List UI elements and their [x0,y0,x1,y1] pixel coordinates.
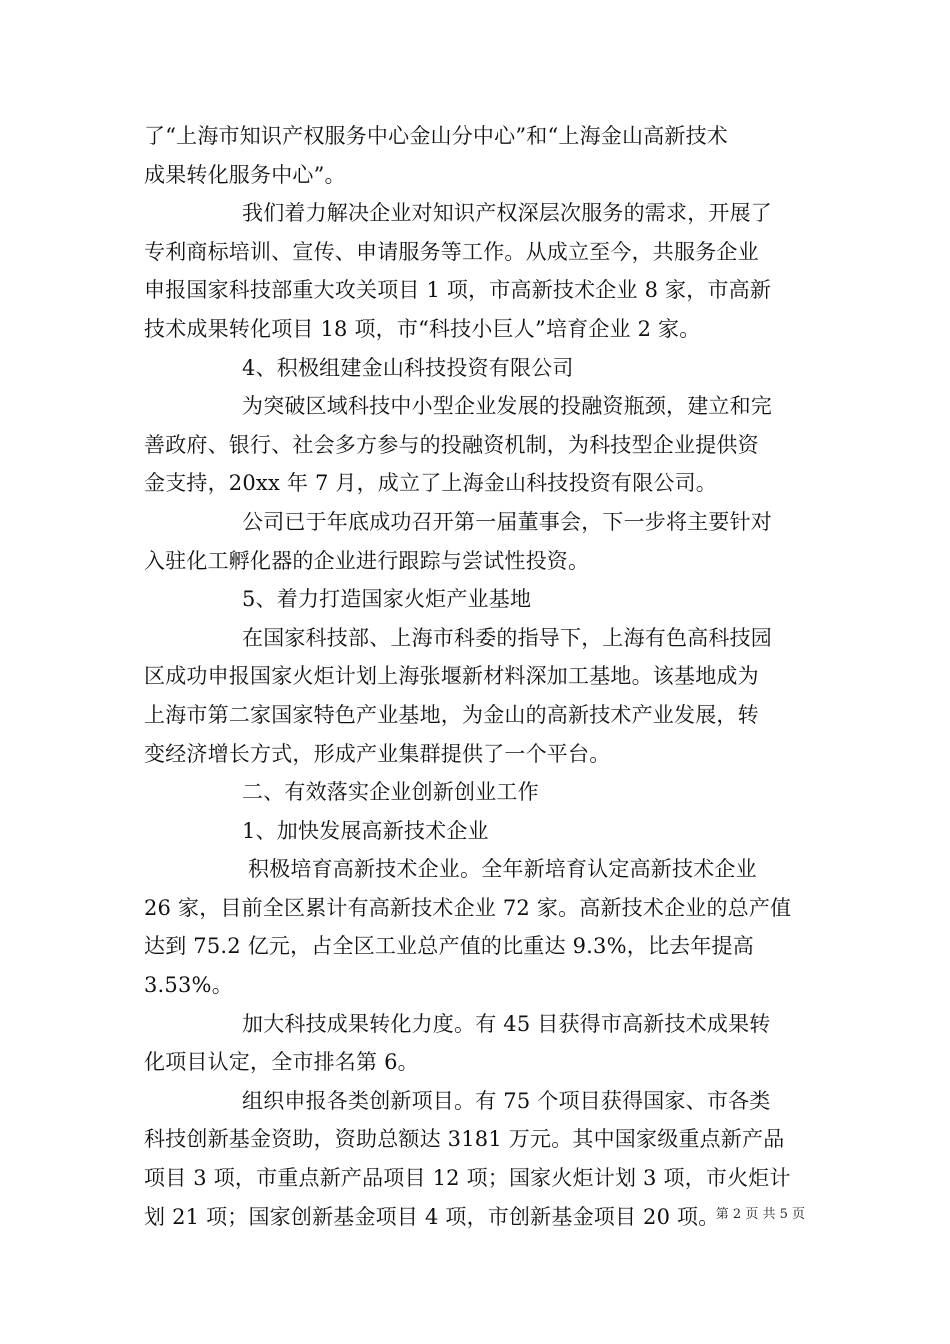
paragraph-start: 为突破区域科技中小型企业发展的投融资瓶颈，建立和完 [242,394,772,419]
section-heading: 5、着力打造国家火炬产业基地 [242,587,532,612]
text-line: 金支持，20xx 年 7 月，成立了上海金山科技投资有限公司。 [144,471,717,496]
text-line: 26 家，目前全区累计有高新技术企业 72 家。高新技术企业的总产值 [144,895,792,920]
chapter-heading: 二、有效落实企业创新创业工作 [242,780,539,805]
text-line: 变经济增长方式，形成产业集群提供了一个平台。 [144,741,611,766]
section-heading: 4、积极组建金山科技投资有限公司 [242,355,574,380]
paragraph-start: 在国家科技部、上海市科委的指导下，上海有色高科技园 [242,625,772,650]
text-line: 达到 75.2 亿元，占全区工业总产值的比重达 9.3%，比去年提高 [144,934,754,959]
text-line: 技术成果转化项目 18 项，市“科技小巨人”培育企业 2 家。 [144,316,701,341]
text-line: 了“上海市知识产权服务中心金山分中心”和“上海金山高新技术 [144,124,729,148]
section-heading: 1、加快发展高新技术企业 [242,818,489,843]
page-number: 第 2 页 共 5 页 [715,1207,805,1222]
paragraph-start: 我们着力解决企业对知识产权深层次服务的需求，开展了 [242,201,772,226]
text-line: 善政府、银行、社会多方参与的投融资机制，为科技型企业提供资 [144,432,759,457]
paragraph-start: 组织申报各类创新项目。有 75 个项目获得国家、市各类 [242,1088,771,1113]
paragraph-start: 公司已于年底成功召开第一届董事会，下一步将主要针对 [242,509,772,534]
paragraph-start: 加大科技成果转化力度。有 45 目获得市高新技术成果转 [242,1011,771,1036]
text-line: 专利商标培训、宣传、申请服务等工作。从成立至今，共服务企业 [144,239,759,264]
document-body [144,117,809,1236]
text-line: 上海市第二家国家特色产业基地，为金山的高新技术产业发展，转 [144,702,759,727]
text-line: 项目 3 项，市重点新产品项目 12 项；国家火炬计划 3 项，市火炬计 [144,1166,791,1191]
text-line: 区成功申报国家火炬计划上海张堰新材料深加工基地。该基地成为 [144,664,759,689]
text-line: 3.53%。 [144,973,233,998]
text-line: 申报国家科技部重大攻关项目 1 项，市高新技术企业 8 家，市高新 [144,278,772,303]
paragraph-start: 积极培育高新技术企业。全年新培育认定高新技术企业 [248,857,757,882]
text-line: 入驻化工孵化器的企业进行跟踪与尝试性投资。 [144,548,590,573]
text-line: 划 21 项；国家创新基金项目 4 项，市创新基金项目 20 项。 [144,1204,720,1229]
text-line: 化项目认定，全市排名第 6。 [144,1050,419,1075]
text-line: 成果转化服务中心”。 [144,162,346,187]
text-line: 科技创新基金资助，资助总额达 3181 万元。其中国家级重点新产品 [144,1127,785,1152]
